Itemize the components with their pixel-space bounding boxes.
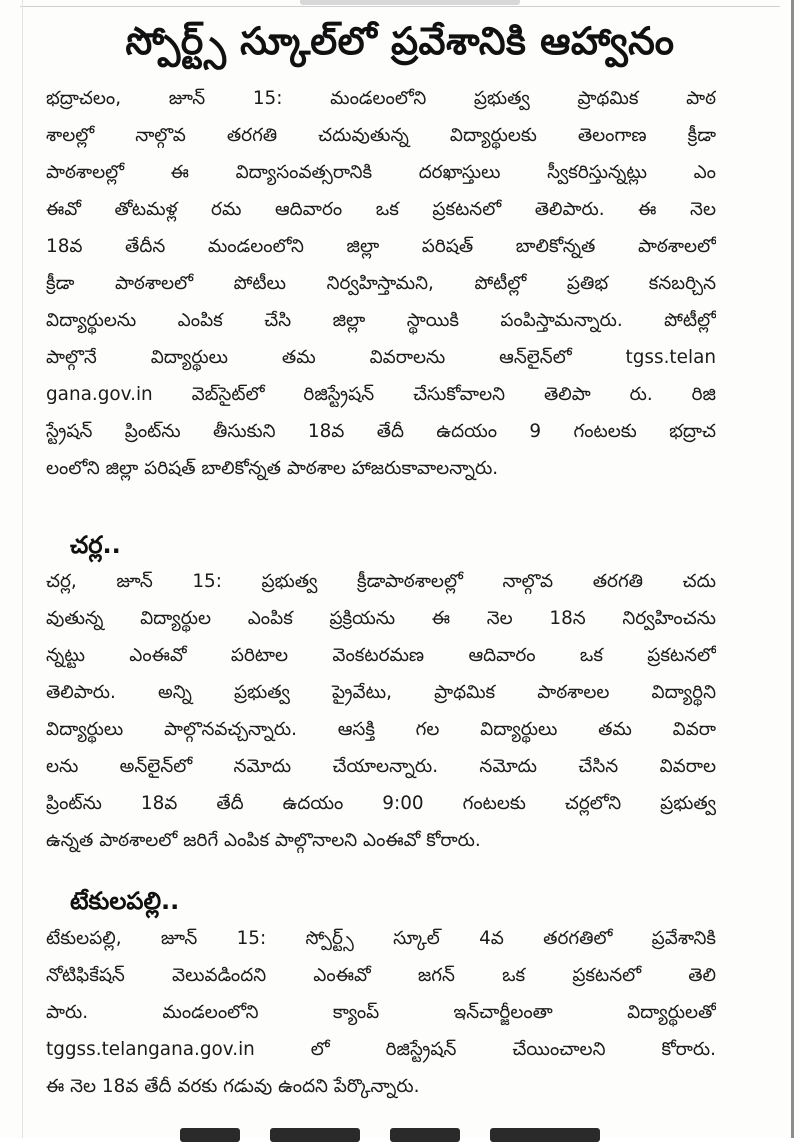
paragraph-line: చర్ల, జూన్ 15: ప్రభుత్వ క్రీడాపాఠశాలల్లో నాల్గొవ తరగతి చదు [46, 571, 716, 592]
paragraph-line: ఉన్నత పాఠశాలలో జరిగే ఎంపిక పాల్గొనాలని ఎంఈవో కోరారు. [46, 830, 481, 851]
paragraph-line: లంలోని జిల్లా పరిషత్ బాలికోన్నత పాఠశాల హాజరుకావాలన్నారు. [46, 458, 499, 479]
subhead-tekulapalli: టేకులపల్లి.. [70, 887, 180, 915]
paragraph-line: స్ట్రేషన్ ప్రింట్‌ను తీసుకుని 18వ తేదీ ఉదయం 9 గంటలకు భద్రాచ [46, 421, 716, 442]
cut-off-text-top [300, 0, 520, 5]
paragraph-charla [46, 563, 716, 859]
paragraph-line: ఈ నెల 18వ తేదీ వరకు గడువు ఉందని పేర్కొన్నారు. [46, 1076, 420, 1097]
paragraph-bhadrachalam [46, 80, 716, 487]
paragraph-line: విద్యార్థులను ఎంపిక చేసి జిల్లా స్థాయికి పంపిస్తామన్నారు. పోటీల్లో [46, 310, 716, 331]
paragraph-line: భద్రాచలం, జూన్ 15: మండలంలోని ప్రభుత్వ ప్రాథమిక పాఠ [46, 88, 716, 109]
paragraph-line: లను అన్‌లైన్‌లో నమోదు చేయాలన్నారు. నమోదు చేసిన వివరాల [46, 756, 716, 777]
paragraph-line: 18వ తేదీన మండలంలోని జిల్లా పరిషత్ బాలికోన్నత పాఠశాలలో [46, 236, 716, 257]
paragraph-line: శాలల్లో నాల్గొవ తరగతి చదువుతున్న విద్యార్థులకు తెలంగాణ క్రీడా [46, 125, 716, 146]
paragraph-line: క్రీడా పాఠశాలలో పోటీలు నిర్వహిస్తామని, పోటీల్లో ప్రతిభ కనబర్చిన [46, 273, 716, 294]
paragraph-line: పాఠశాలల్లో ఈ విద్యాసంవత్సరానికి దరఖాస్తులు స్వీకరిస్తున్నట్లు ఎం [46, 162, 716, 183]
paragraph-line: ఈవో తోటమళ్ల రమ ఆదివారం ఒక ప్రకటనలో తెలిపారు. ఈ నెల [46, 199, 716, 220]
paragraph-line: టేకులపల్లి, జూన్ 15: స్పోర్ట్స్ స్కూల్ 4వ తరగతిలో ప్రవేశానికి [46, 928, 716, 949]
paragraph-line: న్నట్టు ఎంఈవో పరిటాల వెంకటరమణ ఆదివారం ఒక ప్రకటనలో [46, 645, 716, 666]
paragraph-line: నోటిఫికేషన్ వెలువడిందని ఎంఈవో జగన్ ఒక ప్రకటనలో తెలి [46, 965, 716, 986]
subhead-charla: చర్ల.. [70, 531, 121, 559]
left-column-rule [22, 0, 23, 1138]
paragraph-line: తెలిపారు. అన్ని ప్రభుత్వ ప్రైవేటు, ప్రాథమిక పాఠశాలల విద్యార్థిని [46, 682, 716, 703]
paragraph-line: పాల్గొనే విద్యార్థులు తమ వివరాలను ఆన్‌లైన్‌లో tgss.telan [46, 347, 716, 368]
right-column-rule [791, 0, 794, 1138]
paragraph-line: పారు. మండలంలోని క్యాంప్ ఇన్‌చార్జీలంతా విద్యార్థులతో [46, 1002, 716, 1023]
headline: స్పోర్ట్స్ స్కూల్‌లో ప్రవేశానికి ఆహ్వానం [125, 19, 675, 63]
paragraph-line: విద్యార్థులు పాల్గొనవచ్చన్నారు. ఆసక్తి గల విద్యార్థులు తమ వివరా [46, 719, 716, 740]
cut-off-text-bottom [180, 1128, 600, 1144]
paragraph-line: gana.gov.in వెబ్‌సైట్‌లో రిజిస్ట్రేషన్ చేసుకోవాలని తెలిపా రు. రిజి [46, 384, 716, 405]
paragraph-line: ప్రింట్‌ను 18వ తేదీ ఉదయం 9:00 గంటలకు చర్లలోని ప్రభుత్వ [46, 793, 716, 814]
paragraph-line: వుతున్న విద్యార్థుల ఎంపిక ప్రక్రియను ఈ నెల 18న నిర్వహించను [46, 608, 716, 629]
paragraph-line: tggss.telangana.gov.in లో రిజిస్ట్రేషన్ చేయించాలని కోరారు. [46, 1039, 716, 1060]
paragraph-tekulapalli [46, 920, 716, 1105]
